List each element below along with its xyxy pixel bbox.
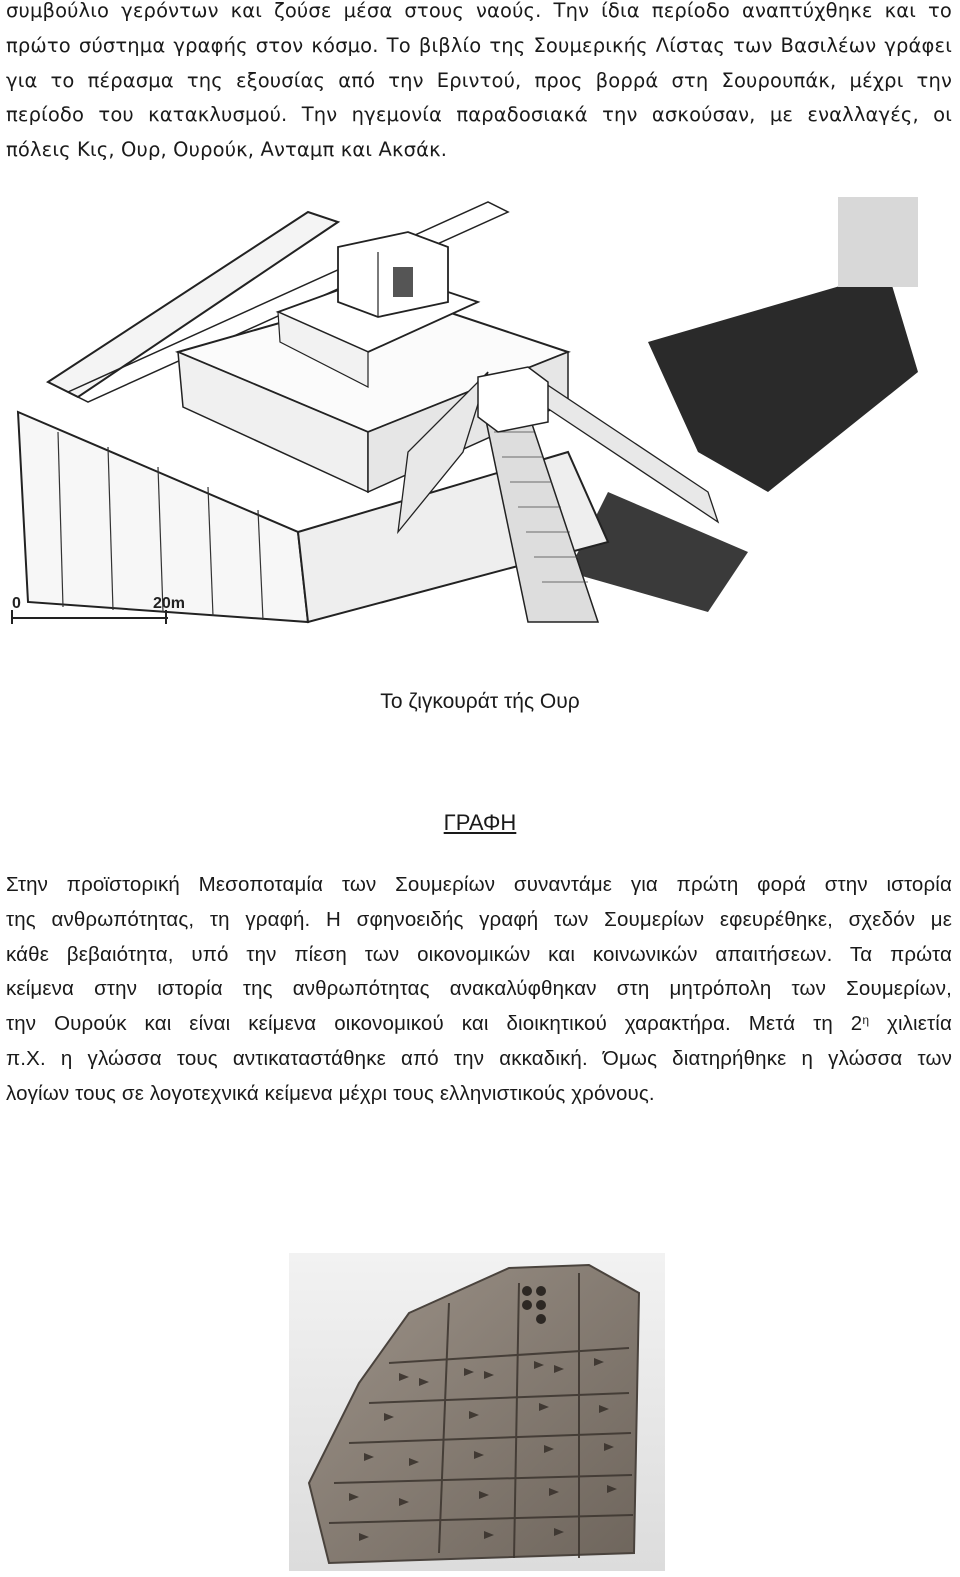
cuneiform-tablet-photo (289, 1253, 665, 1571)
text-line: της ανθρωπότητας, τη γραφή. Η σφηνοειδής γραφή των Σουμερίων εφευρέθηκε, σχεδόν με (6, 907, 952, 931)
text-line: Στην προϊστορική Μεσοποταμία των Σουμερίων συναντάμε για πρώτη φορά στην ιστορία (6, 873, 952, 896)
text-line-head: την Ουρούκ και είναι κείμενα οικονομικού και διοικητικού χαρακτήρα. Μετά τη 2 (6, 1012, 863, 1036)
text-line: για το πέρασμα της εξουσίας από την Εριντού, προς βορρά στη Σουρουπάκ, μέχρι την (6, 68, 952, 92)
text-line: λογίων τους σε λογοτεχνικά κείμενα μέχρι τους ελληνιστικούς χρόνους. (6, 1081, 655, 1105)
text-line: συμβούλιο γερόντων και ζούσε μέσα στους ναούς. Την ίδια περίοδο αναπτύχθηκε και το (6, 0, 952, 22)
scale-end-label: 20m (153, 595, 186, 612)
intro-paragraph (6, 0, 952, 168)
text-line: κάθε βεβαιότητα, υπό την πίεση των οικονομικών και κοινωνικών απαιτήσεων. Τα πρώτα (6, 942, 952, 966)
figure-caption: Το ζιγκουράτ τής Ουρ (380, 690, 580, 713)
superscript: η (862, 1013, 870, 1028)
text-line: π.Χ. η γλώσσα τους αντικαταστάθηκε από την ακκαδική. Όμως διατηρήθηκε η γλώσσα των (6, 1046, 952, 1070)
section-heading: ΓΡΑΦΗ (443, 810, 517, 835)
text-line: περίοδο του κατακλυσμού. Την ηγεμονία παραδοσιακά την ασκούσαν, με εναλλαγές, οι (6, 103, 952, 127)
ziggurat-drawing (8, 192, 928, 632)
text-line: κείμενα στην ιστορία της ανθρωπότητας ανακαλύφθηκαν στη μητρόπολη των Σουμερίων, (6, 977, 952, 1001)
text-line: πρώτο σύστημα γραφής στον κόσμο. Το βιβλίο της Σουμερικής Λίστας των Βασιλέων γράφει (6, 33, 952, 57)
writing-paragraph (6, 868, 952, 1112)
text-line: πόλεις Κις, Ουρ, Ουρούκ, Ανταμπ και Ακσάκ. (6, 138, 448, 162)
text-line-tail: χιλιετία (869, 1012, 953, 1036)
text-line (6, 1007, 952, 1042)
scale-start-label: 0 (12, 595, 21, 612)
